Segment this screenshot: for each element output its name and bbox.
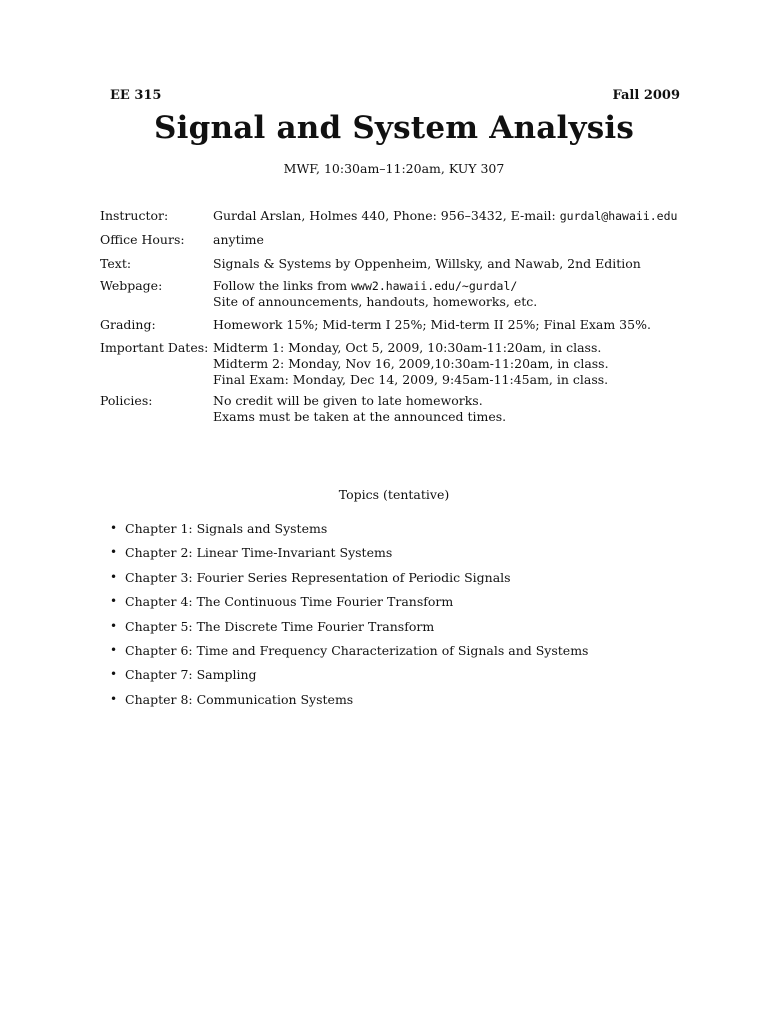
list-item bbox=[110, 619, 588, 643]
topic-text: Chapter 3: Fourier Series Representation of Periodic Signals bbox=[125, 569, 511, 585]
page-title: Signal and System Analysis bbox=[154, 110, 634, 146]
office-hours-label: Office Hours: bbox=[100, 232, 185, 247]
instructor-value bbox=[213, 208, 733, 224]
list-item bbox=[110, 643, 588, 667]
policies-label: Policies: bbox=[100, 393, 153, 408]
bullet-icon: • bbox=[110, 691, 118, 706]
webpage-link[interactable]: www2.hawaii.edu/∼gurdal/ bbox=[351, 279, 518, 293]
final-exam-date: Final Exam: Monday, Dec 14, 2009, 9:45am-11:45am, in class. bbox=[213, 372, 609, 387]
list-item bbox=[110, 594, 588, 618]
topic-text: Chapter 4: The Continuous Time Fourier Transform bbox=[125, 594, 454, 610]
midterm2-date: Midterm 2: Monday, Nov 16, 2009,10:30am-11:20am, in class. bbox=[213, 356, 609, 371]
midterm1-date: Midterm 1: Monday, Oct 5, 2009, 10:30am-11:20am, in class. bbox=[213, 340, 602, 355]
bullet-icon: • bbox=[110, 594, 118, 609]
list-item bbox=[110, 667, 588, 691]
webpage-value bbox=[213, 278, 733, 310]
webpage-label: Webpage: bbox=[100, 278, 163, 293]
office-hours-value: anytime bbox=[213, 232, 264, 247]
schedule-subtitle: MWF, 10:30am–11:20am, KUY 307 bbox=[283, 161, 505, 176]
bullet-icon: • bbox=[110, 667, 118, 682]
important-dates-label: Important Dates: bbox=[100, 340, 209, 355]
grading-label: Grading: bbox=[100, 317, 156, 332]
term: Fall 2009 bbox=[612, 88, 680, 103]
list-item bbox=[110, 521, 588, 545]
text-value: Signals & Systems by Oppenheim, Willsky, and Nawab, 2nd Edition bbox=[213, 256, 641, 271]
important-dates-value bbox=[213, 340, 733, 388]
instructor-label: Instructor: bbox=[100, 208, 169, 223]
instructor-text: Gurdal Arslan, Holmes 440, Phone: 956–3432, E-mail: bbox=[213, 208, 560, 223]
topic-text: Chapter 1: Signals and Systems bbox=[125, 521, 328, 536]
topic-text: Chapter 7: Sampling bbox=[125, 667, 257, 683]
policy-line: Exams must be taken at the announced times. bbox=[213, 409, 507, 424]
header-row bbox=[110, 88, 680, 103]
list-item bbox=[110, 545, 588, 569]
text-label: Text: bbox=[100, 256, 132, 271]
webpage-prefix: Follow the links from bbox=[213, 278, 352, 293]
policies-value bbox=[213, 393, 733, 425]
grading-value: Homework 15%; Mid-term I 25%; Mid-term II 25%; Final Exam 35%. bbox=[213, 317, 651, 332]
course-code: EE 315 bbox=[110, 88, 162, 103]
topic-text: Chapter 6: Time and Frequency Characterization of Signals and Systems bbox=[125, 642, 589, 658]
topic-text: Chapter 8: Communication Systems bbox=[125, 691, 354, 707]
bullet-icon: • bbox=[110, 521, 118, 535]
topic-text: Chapter 2: Linear Time-Invariant Systems bbox=[125, 545, 393, 561]
policy-line: No credit will be given to late homeworks. bbox=[213, 393, 483, 408]
bullet-icon: • bbox=[110, 642, 118, 657]
topic-text: Chapter 5: The Discrete Time Fourier Transform bbox=[125, 618, 435, 634]
instructor-email[interactable]: gurdal@hawaii.edu bbox=[559, 209, 678, 223]
topics-heading: Topics (tentative) bbox=[338, 487, 450, 502]
list-item bbox=[110, 570, 588, 594]
bullet-icon: • bbox=[110, 618, 118, 633]
webpage-description: Site of announcements, handouts, homeworks, etc. bbox=[213, 294, 538, 309]
list-item bbox=[110, 692, 588, 716]
bullet-icon: • bbox=[110, 569, 118, 584]
topics-list bbox=[110, 521, 588, 716]
bullet-icon: • bbox=[110, 545, 118, 560]
